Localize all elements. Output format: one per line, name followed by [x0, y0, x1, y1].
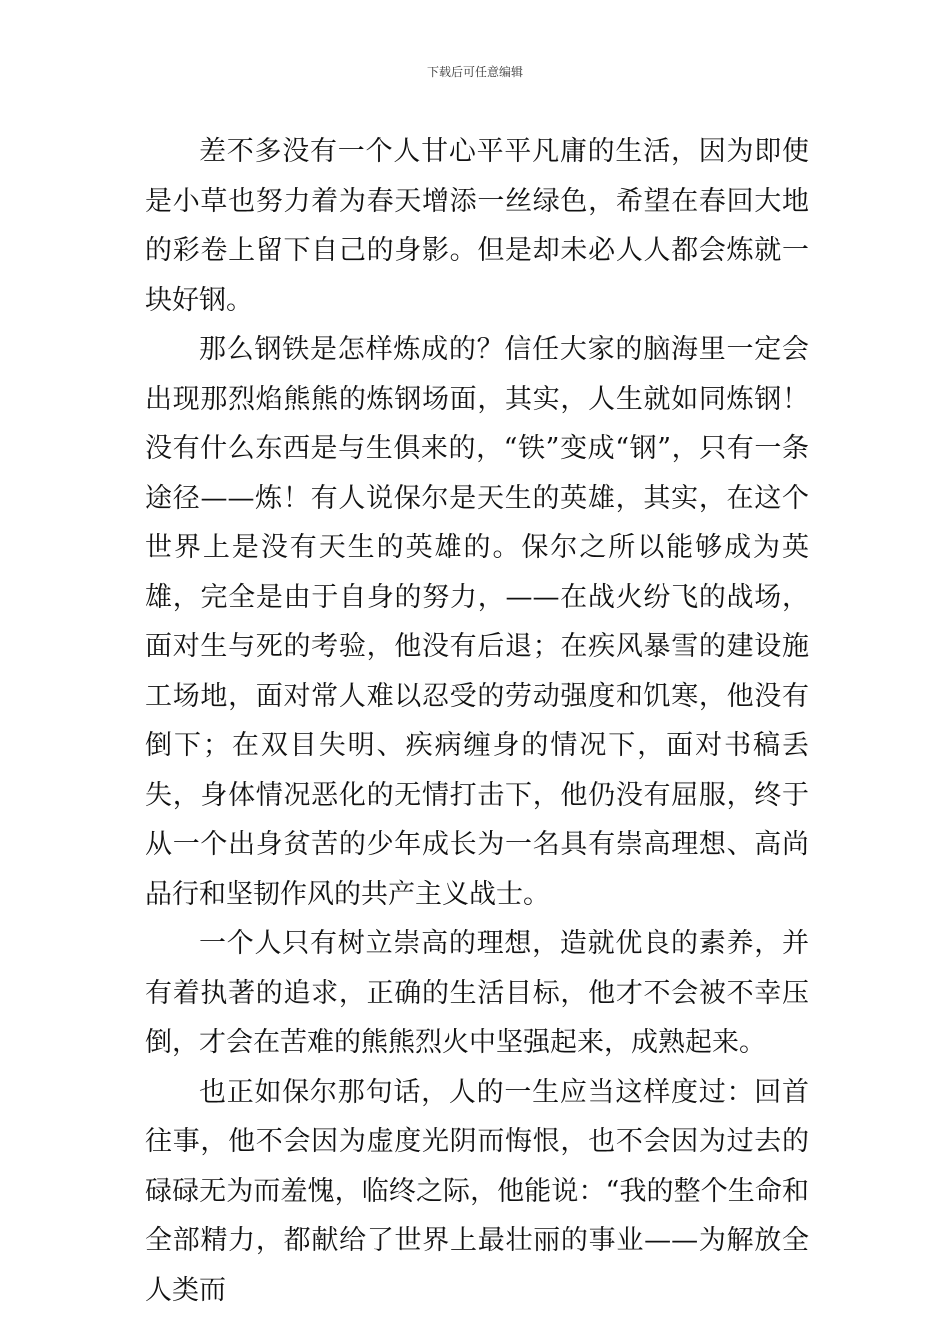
paragraph-4: 也正如保尔那句话，人的一生应当这样度过：回首往事，他不会因为虚度光阴而悔恨，也不会因为过去的碌碌无为而羞愧，临终之际，他能说：“我的整个生命和全部精力，都献给了世界上最壮丽的事业——为解放全人类而	[145, 1076, 809, 1306]
paragraph-3: 一个人只有树立崇高的理想，造就优良的素养，并有着执著的追求，正确的生活目标，他才不会被不幸压倒，才会在苦难的熊熊烈火中坚强起来，成熟起来。	[145, 928, 809, 1058]
document-body	[145, 127, 809, 1315]
paragraph-2: 那么钢铁是怎样炼成的？信任大家的脑海里一定会出现那烈焰熊熊的炼钢场面，其实，人生就如同炼钢！没有什么东西是与生俱来的，“铁”变成“钢”，只有一条途径——炼！有人说保尔是天生的英雄，其实，在这个世界上是没有天生的英雄的。保尔之所以能够成为英雄，完全是由于自身的努力，——在战火纷飞的战场，面对生与死的考验，他没有后退；在疾风暴雪的建设施工场地，面对常人难以忍受的劳动强度和饥寒，他没有倒下；在双目失明、疾病缠身的情况下，面对书稿丢失，身体情况恶化的无情打击下，他仍没有屈服，终于从一个出身贫苦的少年成长为一名具有崇高理想、高尚品行和坚韧作风的共产主义战士。	[145, 334, 809, 910]
paragraph-1: 差不多没有一个人甘心平平凡庸的生活，因为即使是小草也努力着为春天增添一丝绿色，希望在春回大地的彩卷上留下自己的身影。但是却未必人人都会炼就一块好钢。	[145, 136, 809, 316]
page-header: 下载后可任意编辑	[426, 65, 523, 79]
